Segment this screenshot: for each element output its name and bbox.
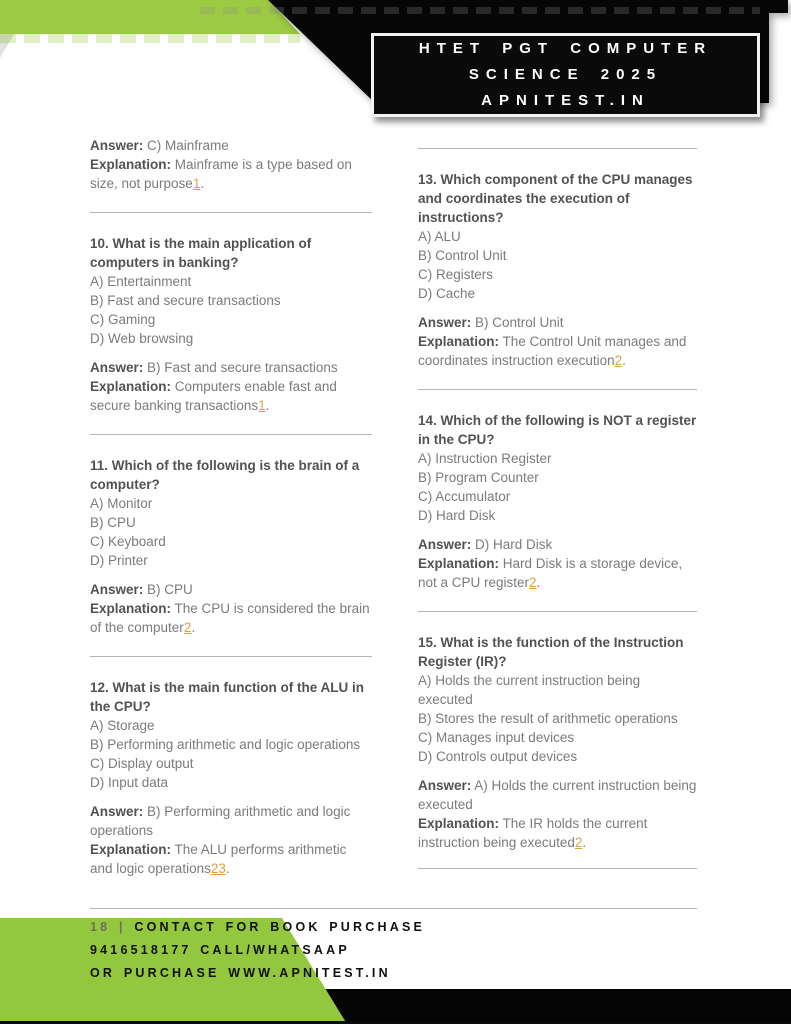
answer-line: [90, 136, 372, 155]
question-text: 12. What is the main function of the ALU in the CPU?: [90, 680, 365, 714]
ref-link[interactable]: 2: [183, 620, 192, 635]
qa-block-13: [418, 170, 697, 370]
answer-block: [90, 802, 372, 878]
header-title-line1: HTET PGT COMPUTER: [418, 40, 713, 57]
divider: [90, 908, 697, 909]
answer-block: [418, 313, 697, 370]
option: A) Storage: [90, 718, 155, 733]
answer-value: B) Performing arithmetic and logic operations: [90, 804, 351, 838]
qa-block-12: [90, 678, 372, 878]
option: C) Manages input devices: [418, 730, 575, 745]
divider: [418, 868, 697, 869]
left-column: [90, 136, 372, 878]
ref-link[interactable]: 2: [574, 835, 583, 850]
explanation-label: Explanation:: [418, 334, 500, 349]
explanation-text: The ALU performs arithmetic and logic operations: [90, 842, 347, 876]
answer-label: Answer:: [90, 360, 144, 375]
explanation-text: Mainframe is a type based on size, not purpose: [90, 157, 352, 191]
question-text: 15. What is the function of the Instruction Register (IR)?: [418, 635, 684, 669]
ref-link[interactable]: 23: [210, 861, 226, 876]
question-text: 11. Which of the following is the brain of a computer?: [90, 458, 360, 492]
right-column: [418, 136, 697, 869]
option: C) Accumulator: [418, 489, 511, 504]
option: C) Display output: [90, 756, 194, 771]
answer-value: C) Mainframe: [147, 138, 229, 153]
explanation-line: [90, 377, 372, 415]
option: D) Controls output devices: [418, 749, 578, 764]
answer-value: A) Holds the current instruction being executed: [418, 778, 697, 812]
answer-label: Answer:: [418, 778, 472, 793]
period: .: [536, 575, 541, 590]
explanation-label: Explanation:: [418, 816, 500, 831]
period: .: [622, 353, 626, 368]
explanation-line: [418, 814, 697, 852]
footer-text: [90, 916, 425, 985]
qa-block-14: [418, 411, 697, 592]
header-distress-texture: [200, 7, 760, 14]
option: C) Registers: [418, 267, 494, 282]
explanation-line: [418, 554, 697, 592]
explanation-label: Explanation:: [418, 556, 500, 571]
answer-value: B) Control Unit: [475, 315, 564, 330]
ref-link[interactable]: 1: [258, 398, 266, 413]
option: A) Holds the current instruction being executed: [418, 673, 641, 707]
qa-block-10: [90, 234, 372, 415]
explanation-text: The Control Unit manages and coordinates instruction execution: [418, 334, 687, 368]
option: D) Hard Disk: [418, 508, 496, 523]
explanation-line: [90, 599, 372, 637]
answer-value: B) Fast and secure transactions: [147, 360, 338, 375]
option: B) Fast and secure transactions: [90, 293, 281, 308]
option: D) Printer: [90, 553, 148, 568]
explanation-label: Explanation:: [90, 157, 172, 172]
divider: [418, 611, 697, 612]
explanation-label: Explanation:: [90, 379, 172, 394]
header-title-line3: APNITEST.IN: [481, 92, 650, 109]
period: .: [265, 398, 270, 413]
header-title-box: [371, 33, 760, 117]
ref-link[interactable]: 1: [192, 176, 201, 191]
answer-block: [90, 580, 372, 637]
option: C) Gaming: [90, 312, 156, 327]
answer-block: [418, 776, 697, 852]
explanation-label: Explanation:: [90, 601, 172, 616]
option: C) Keyboard: [90, 534, 166, 549]
divider: [90, 434, 372, 435]
option: A) Instruction Register: [418, 451, 552, 466]
qa-block-intro: [90, 136, 372, 193]
explanation-line: [90, 155, 372, 193]
answer-label: Answer:: [418, 315, 472, 330]
qa-block-11: [90, 456, 372, 637]
period: .: [225, 861, 230, 876]
option: B) Control Unit: [418, 248, 507, 263]
answer-label: Answer:: [90, 804, 144, 819]
footer-line3: OR PURCHASE WWW.APNITEST.IN: [90, 966, 391, 980]
period: .: [200, 176, 205, 191]
option: B) Performing arithmetic and logic operations: [90, 737, 361, 752]
divider: [418, 389, 697, 390]
answer-value: B) CPU: [147, 582, 193, 597]
answer-line: [90, 580, 372, 599]
option: B) Stores the result of arithmetic operations: [418, 711, 678, 726]
answer-label: Answer:: [418, 537, 472, 552]
answer-block: [90, 358, 372, 415]
footer-line1: [90, 916, 425, 939]
explanation-label: Explanation:: [90, 842, 172, 857]
divider: [90, 656, 372, 657]
option: A) ALU: [418, 229, 461, 244]
explanation-line: [418, 332, 697, 370]
divider: [90, 212, 372, 213]
footer-line2: 9416518177 CALL/WHATSAAP: [90, 943, 350, 957]
ref-link[interactable]: 2: [614, 353, 623, 368]
explanation-text: Computers enable fast and secure banking transactions: [90, 379, 337, 413]
option: D) Cache: [418, 286, 476, 301]
period: .: [582, 835, 587, 850]
explanation-text: The IR holds the current instruction being executed: [418, 816, 648, 850]
answer-line: [90, 802, 372, 840]
footer-separator: |: [119, 920, 126, 934]
explanation-text: The CPU is considered the brain of the computer: [90, 601, 370, 635]
question-text: 10. What is the main application of computers in banking?: [90, 236, 312, 270]
option: B) Program Counter: [418, 470, 539, 485]
answer-line: [418, 776, 697, 814]
answer-block: [418, 535, 697, 592]
answer-line: [90, 358, 372, 377]
qa-block-15: [418, 633, 697, 852]
answer-label: Answer:: [90, 582, 144, 597]
header-title-line2: SCIENCE 2025: [468, 66, 663, 83]
explanation-line: [90, 840, 372, 878]
option: D) Web browsing: [90, 331, 194, 346]
ref-link[interactable]: 2: [529, 575, 537, 590]
period: .: [191, 620, 196, 635]
option: A) Monitor: [90, 496, 153, 511]
option: A) Entertainment: [90, 274, 192, 289]
option: D) Input data: [90, 775, 169, 790]
explanation-text: Hard Disk is a storage device, not a CPU register: [418, 556, 683, 590]
footer-contact-text: CONTACT FOR BOOK PURCHASE: [134, 920, 426, 934]
option: B) CPU: [90, 515, 136, 530]
divider: [418, 148, 697, 149]
question-text: 14. Which of the following is NOT a register in the CPU?: [418, 413, 697, 447]
page-number: 18: [90, 920, 111, 934]
question-text: 13. Which component of the CPU manages and coordinates the execution of instructions?: [418, 172, 693, 225]
answer-label: Answer:: [90, 138, 144, 153]
answer-line: [418, 313, 697, 332]
answer-value: D) Hard Disk: [475, 537, 553, 552]
answer-line: [418, 535, 697, 554]
